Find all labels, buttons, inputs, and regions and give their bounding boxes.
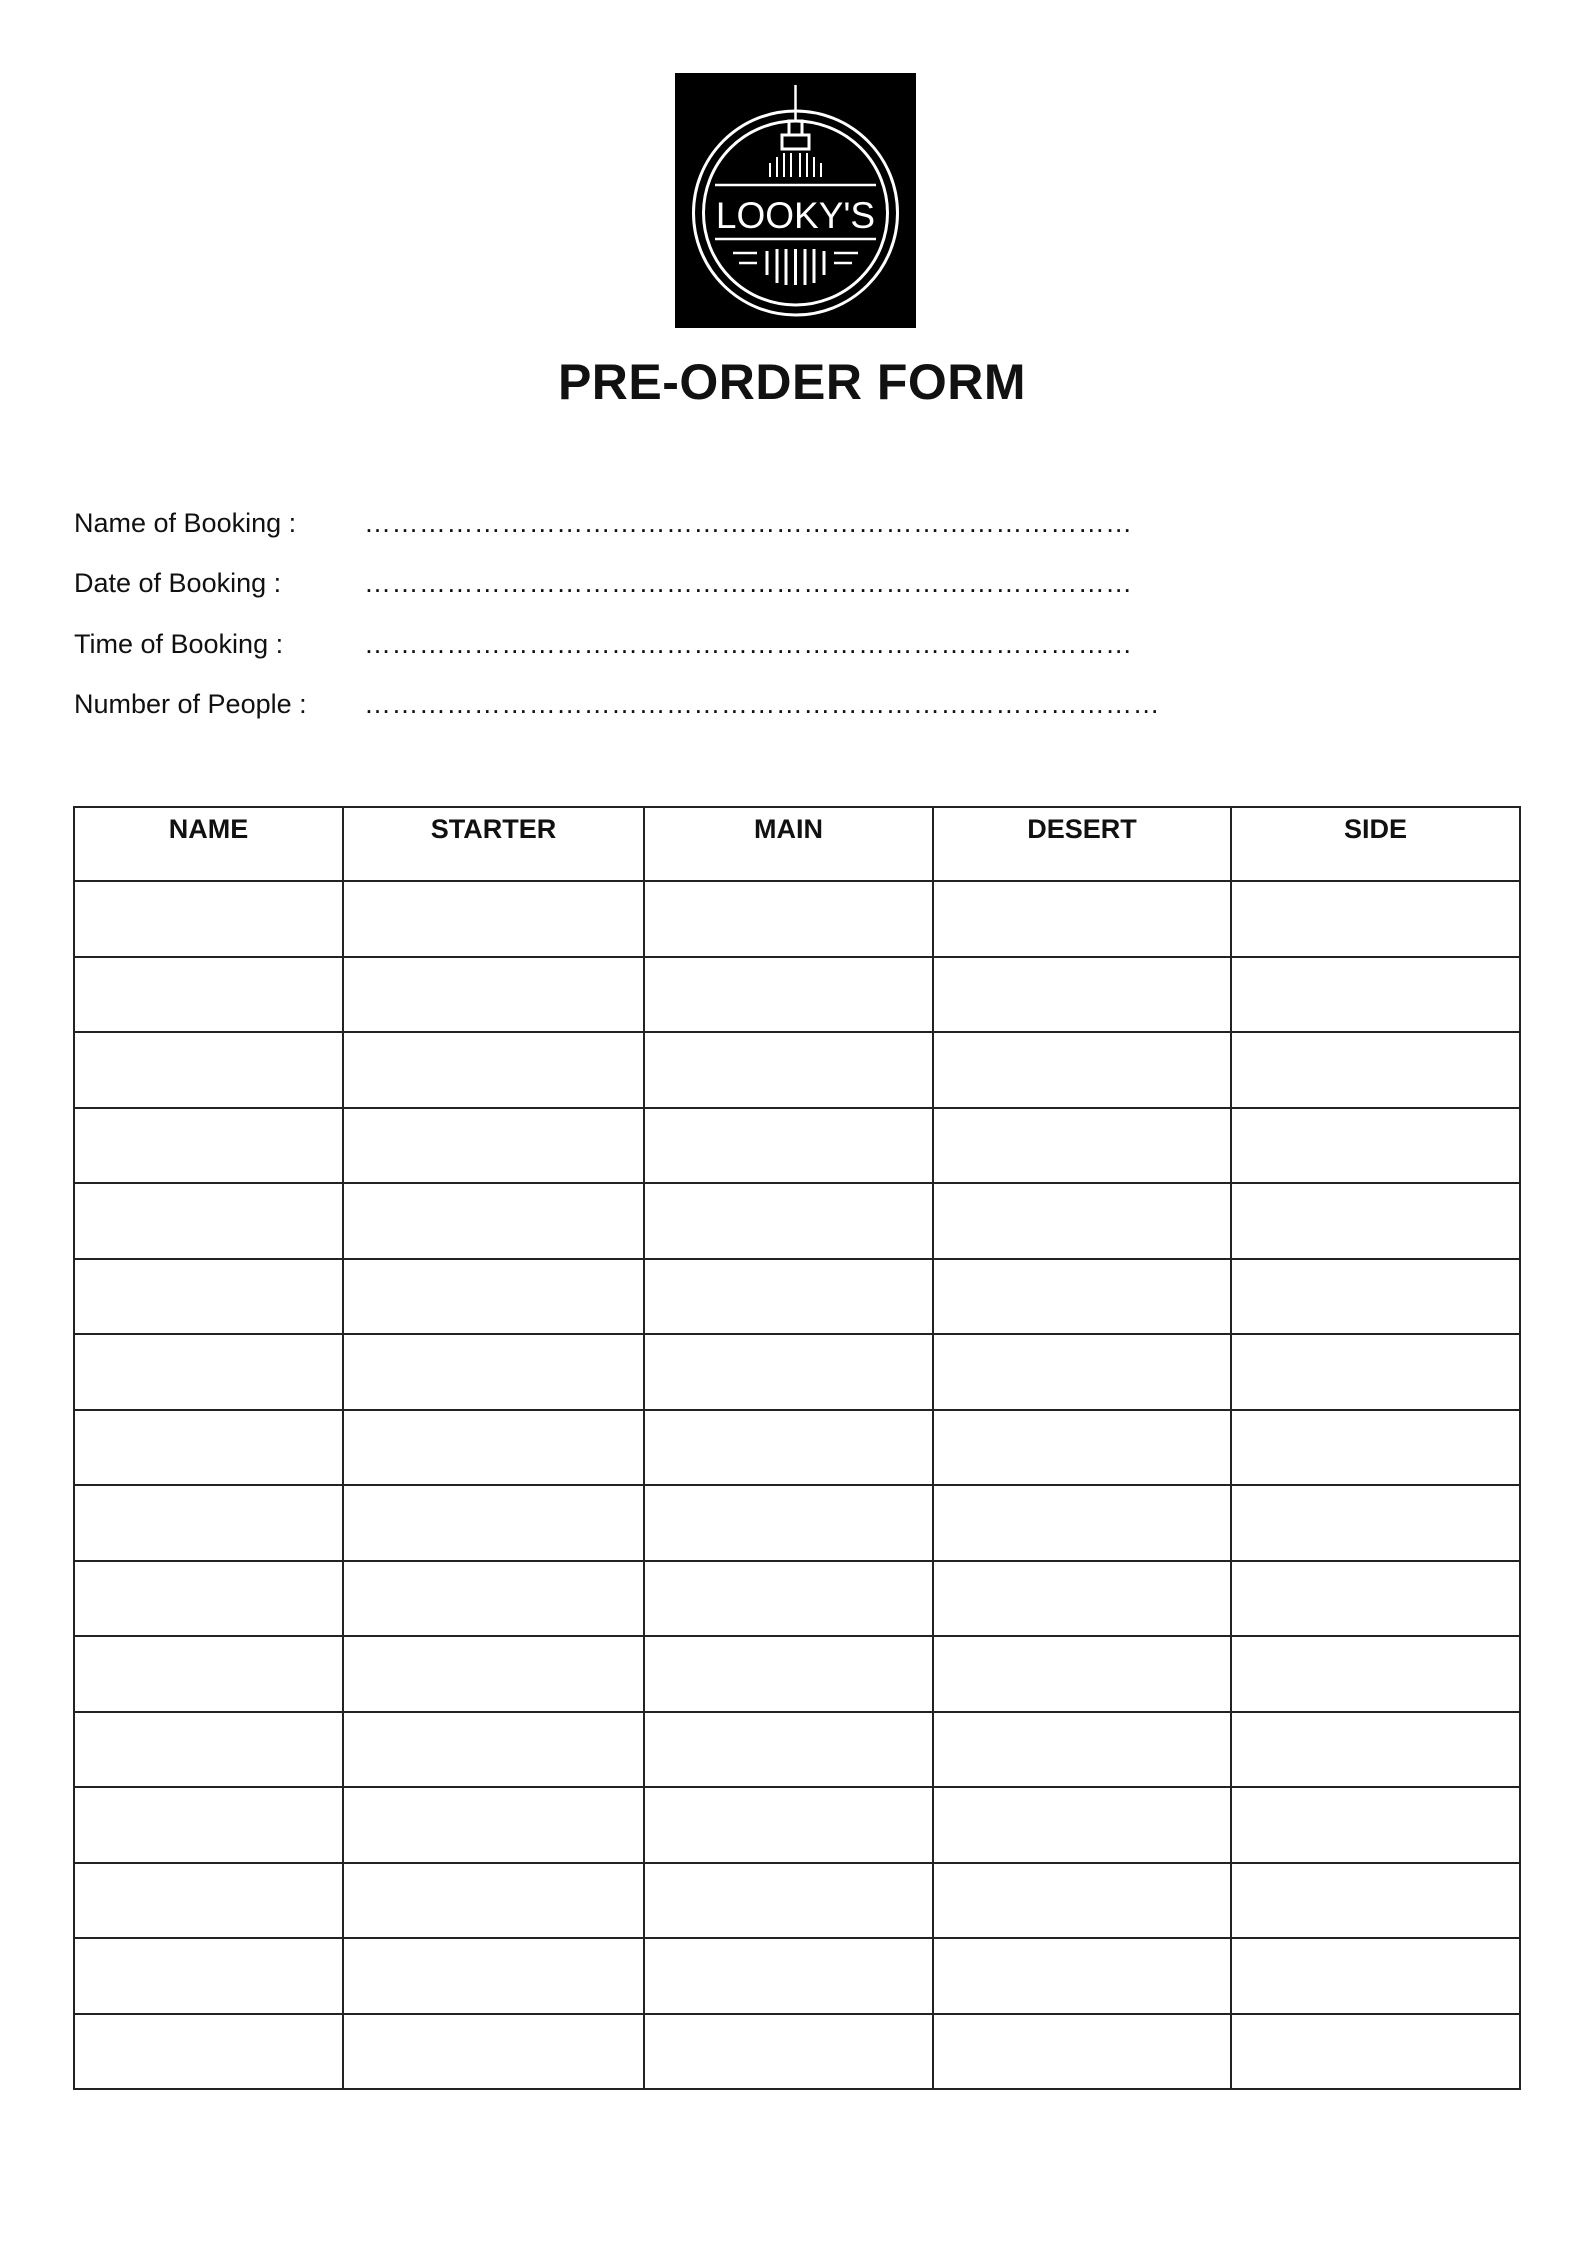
cell-side[interactable] [1231,1410,1520,1486]
order-table [73,806,1521,2090]
cell-side[interactable] [1231,1938,1520,2014]
table-row [74,1032,1520,1108]
cell-side[interactable] [1231,1787,1520,1863]
cell-name[interactable] [74,1712,343,1788]
cell-side[interactable] [1231,957,1520,1033]
table-row [74,1410,1520,1486]
cell-main[interactable] [644,1410,933,1486]
cell-main[interactable] [644,2014,933,2090]
cell-side[interactable] [1231,1108,1520,1184]
cell-desert[interactable] [933,1636,1231,1712]
booking-name-row [74,503,1133,543]
cell-starter[interactable] [343,1712,644,1788]
table-row [74,1787,1520,1863]
cell-main[interactable] [644,957,933,1033]
cell-desert[interactable] [933,1108,1231,1184]
table-row [74,1712,1520,1788]
cell-main[interactable] [644,1787,933,1863]
cell-main[interactable] [644,1485,933,1561]
cell-desert[interactable] [933,1938,1231,2014]
cell-side[interactable] [1231,1032,1520,1108]
table-row [74,1863,1520,1939]
logo-text: LOOKY'S [715,195,876,236]
booking-time-label: Time of Booking : [74,629,284,659]
cell-name[interactable] [74,1334,343,1410]
cell-main[interactable] [644,1561,933,1637]
cell-starter[interactable] [343,881,644,957]
cell-main[interactable] [644,1863,933,1939]
cell-name[interactable] [74,1938,343,2014]
booking-time-field[interactable]: ………………………………………………………………………… [364,629,1133,659]
cell-name[interactable] [74,1485,343,1561]
cell-desert[interactable] [933,957,1231,1033]
cell-name[interactable] [74,1183,343,1259]
booking-date-row [74,563,1133,603]
cell-side[interactable] [1231,881,1520,957]
cell-main[interactable] [644,1334,933,1410]
table-row [74,1259,1520,1335]
people-count-field[interactable]: …………………………………………………………………………… [364,689,1161,719]
cell-side[interactable] [1231,1636,1520,1712]
table-header-row [74,807,1520,881]
cell-starter[interactable] [343,1334,644,1410]
cell-main[interactable] [644,881,933,957]
cell-desert[interactable] [933,1183,1231,1259]
cell-desert[interactable] [933,881,1231,957]
table-row [74,1561,1520,1637]
cell-desert[interactable] [933,1561,1231,1637]
cell-starter[interactable] [343,1561,644,1637]
column-header-side: SIDE [1231,807,1520,881]
people-count-label: Number of People : [74,689,307,719]
cell-name[interactable] [74,2014,343,2090]
cell-starter[interactable] [343,1863,644,1939]
table-row [74,1334,1520,1410]
table-row [74,1636,1520,1712]
cell-starter[interactable] [343,1410,644,1486]
cell-side[interactable] [1231,1259,1520,1335]
cell-side[interactable] [1231,1183,1520,1259]
cell-starter[interactable] [343,1636,644,1712]
booking-time-row [74,624,1133,664]
cell-starter[interactable] [343,1787,644,1863]
cell-desert[interactable] [933,1032,1231,1108]
cell-name[interactable] [74,1787,343,1863]
column-header-starter: STARTER [343,807,644,881]
cell-desert[interactable] [933,1712,1231,1788]
booking-name-label: Name of Booking : [74,508,297,538]
table-row [74,957,1520,1033]
table-row [74,881,1520,957]
cell-side[interactable] [1231,1561,1520,1637]
cell-desert[interactable] [933,2014,1231,2090]
cell-desert[interactable] [933,1485,1231,1561]
building-tower-emblem-icon [675,73,916,328]
table-row [74,1938,1520,2014]
table-row [74,2014,1520,2090]
cell-starter[interactable] [343,1183,644,1259]
table-row [74,1183,1520,1259]
cell-main[interactable] [644,1108,933,1184]
cell-name[interactable] [74,1561,343,1637]
cell-name[interactable] [74,881,343,957]
cell-desert[interactable] [933,1787,1231,1863]
lookys-logo [675,73,916,328]
booking-date-field[interactable]: ………………………………………………………………………… [364,568,1133,598]
cell-main[interactable] [644,1259,933,1335]
cell-starter[interactable] [343,957,644,1033]
cell-desert[interactable] [933,1863,1231,1939]
cell-main[interactable] [644,1636,933,1712]
cell-side[interactable] [1231,1863,1520,1939]
column-header-name: NAME [74,807,343,881]
cell-side[interactable] [1231,1334,1520,1410]
cell-starter[interactable] [343,1938,644,2014]
cell-name[interactable] [74,1410,343,1486]
cell-desert[interactable] [933,1410,1231,1486]
cell-name[interactable] [74,957,343,1033]
cell-name[interactable] [74,1108,343,1184]
booking-name-field[interactable]: ………………………………………………………………………… [364,508,1133,538]
cell-desert[interactable] [933,1259,1231,1335]
cell-starter[interactable] [343,1032,644,1108]
cell-side[interactable] [1231,1485,1520,1561]
column-header-main: MAIN [644,807,933,881]
table-body [74,881,1520,2089]
cell-starter[interactable] [343,1108,644,1184]
cell-starter[interactable] [343,1259,644,1335]
table-row [74,1485,1520,1561]
column-header-desert: DESERT [933,807,1231,881]
cell-side[interactable] [1231,2014,1520,2090]
cell-main[interactable] [644,1183,933,1259]
cell-name[interactable] [74,1032,343,1108]
cell-starter[interactable] [343,1485,644,1561]
cell-side[interactable] [1231,1712,1520,1788]
cell-name[interactable] [74,1863,343,1939]
booking-date-label: Date of Booking : [74,568,282,598]
cell-starter[interactable] [343,2014,644,2090]
page-title: PRE-ORDER FORM [557,354,1027,410]
cell-main[interactable] [644,1712,933,1788]
cell-main[interactable] [644,1032,933,1108]
people-count-row [74,684,1161,724]
cell-name[interactable] [74,1636,343,1712]
cell-desert[interactable] [933,1334,1231,1410]
cell-name[interactable] [74,1259,343,1335]
cell-main[interactable] [644,1938,933,2014]
table-row [74,1108,1520,1184]
